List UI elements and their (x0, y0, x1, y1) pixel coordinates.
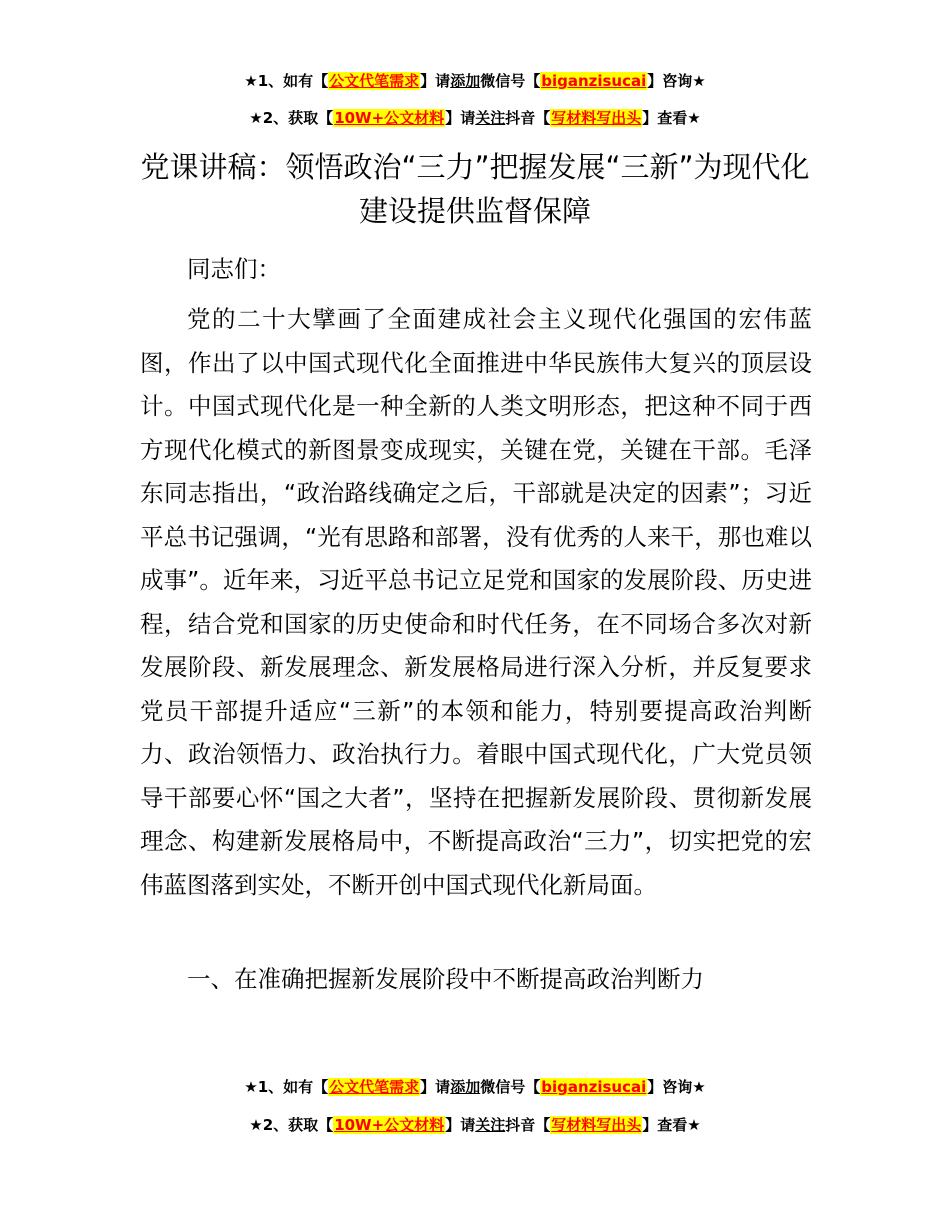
bottom-banner-line-2 (0, 1114, 950, 1136)
banner-text: ★2、获取【 (249, 1116, 334, 1134)
document-title: 党课讲稿：领悟政治“三力”把握发展“三新”为现代化建设提供监督保障 (140, 150, 810, 228)
bottom-banner-line-1 (0, 1076, 950, 1098)
body-paragraph: 党的二十大擘画了全面建成社会主义现代化强国的宏伟蓝图，作出了以中国式现代化全面推进中华民族伟大复兴的顶层设计。中国式现代化是一种全新的人类文明形态，把这种不同于西方现代化模式的新图景变成现实，关键在党，关键在干部。毛泽东同志指出，“政治路线确定之后，干部就是决定的因素”；习近平总书记强调，“光有思路和部署，没有优秀的人来干，那也难以成事”。近年来，习近平总书记立足党和国家的发展阶段、历史进程，结合党和国家的历史使命和时代任务，在不同场合多次对新发展阶段、新发展理念、新发展格局进行深入分析，并反复要求党员干部提升适应“三新”的本领和能力，特别要提高政治判断力、政治领悟力、政治执行力。着眼中国式现代化，广大党员领导干部要心怀“国之大者”，坚持在把握新发展阶段、贯彻新发展理念、构建新发展格局中，不断提高政治“三力”，切实把党的宏伟蓝图落到实处，不断开创中国式现代化新局面。 (140, 305, 812, 899)
banner-underline: 添加 (450, 72, 481, 90)
top-banner-line-1 (0, 70, 950, 92)
banner-underline: 关注 (475, 1116, 506, 1134)
body-paragraph-block (140, 298, 812, 907)
banner-text: ★2、获取【 (249, 109, 334, 127)
banner-highlight: 10W+公文材料 (334, 1116, 445, 1134)
banner-text: 】查看★ (642, 1116, 701, 1134)
banner-text: 抖音【 (505, 109, 551, 127)
section-heading: 一、在准确把握新发展阶段中不断提高政治判断力 (187, 965, 704, 993)
top-banner-line-2 (0, 107, 950, 129)
banner-text: 】咨询★ (647, 1078, 706, 1096)
banner-text: 抖音【 (505, 1116, 551, 1134)
banner-text: 】请 (445, 109, 476, 127)
banner-highlight-wechat-id: biganzisucai (541, 1078, 647, 1096)
banner-text: ★1、如有【 (244, 72, 329, 90)
banner-underline: 关注 (475, 109, 506, 127)
banner-highlight-douyin: 写材料写出头 (551, 1116, 642, 1134)
banner-highlight: 10W+公文材料 (334, 109, 445, 127)
banner-text: ★1、如有【 (244, 1078, 329, 1096)
banner-text: 】请 (420, 1078, 451, 1096)
banner-text: 】查看★ (642, 109, 701, 127)
greeting-block (140, 248, 812, 292)
banner-highlight: 公文代笔需求 (329, 1078, 420, 1096)
banner-text: 】咨询★ (647, 72, 706, 90)
banner-underline: 添加 (450, 1078, 481, 1096)
banner-highlight: 公文代笔需求 (329, 72, 420, 90)
banner-highlight-douyin: 写材料写出头 (551, 109, 642, 127)
banner-highlight-wechat-id: biganzisucai (541, 72, 647, 90)
banner-text: 微信号【 (480, 1078, 541, 1096)
section-heading-block (140, 958, 812, 1002)
banner-text: 】请 (420, 72, 451, 90)
banner-text: 】请 (445, 1116, 476, 1134)
banner-text: 微信号【 (480, 72, 541, 90)
greeting: 同志们： (187, 255, 281, 283)
